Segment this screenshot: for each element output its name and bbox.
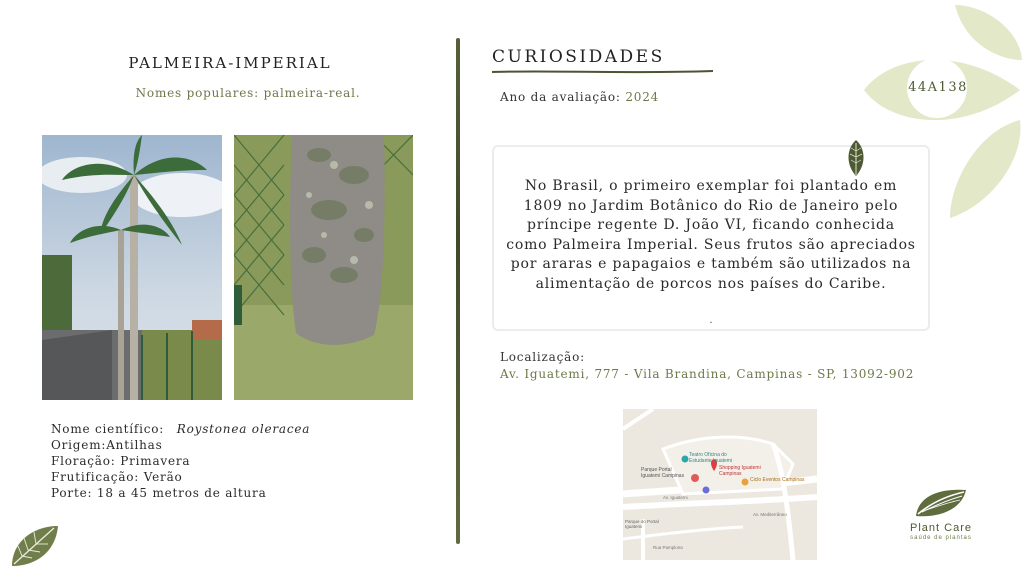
map-label-park: Parque Portal Iguatemi Campinas — [641, 467, 685, 479]
map-label-shopping: Shopping Iguatemi Campinas — [719, 465, 761, 477]
size: Porte: 18 a 45 metros de altura — [51, 486, 267, 500]
curiosity-card — [492, 145, 930, 331]
leaf-icon-bottom-left — [8, 522, 60, 570]
location-map[interactable] — [623, 409, 817, 560]
plant-code: 44A138 — [908, 80, 968, 95]
brand-tagline: saúde de plantas — [910, 535, 972, 541]
column-divider — [456, 38, 460, 544]
heading-underline — [490, 68, 715, 76]
photo-palm-trees — [42, 135, 222, 400]
year-label: Ano da avaliação: — [500, 90, 621, 104]
plant-title: PALMEIRA-IMPERIAL — [128, 54, 332, 72]
brand-name: Plant Care — [910, 522, 972, 534]
map-label-av-mediterraneo: Av. Mediterrâneo — [753, 512, 787, 517]
fruiting: Frutificação: Verão — [51, 470, 183, 484]
year-value: 2024 — [625, 90, 660, 104]
map-label-ciclo: Ciclo Eventos Campinas — [750, 477, 805, 483]
scientific-name-line — [51, 421, 411, 437]
location-value: Av. Iguatemi, 777 - Vila Brandina, Campinas - SP, 13092-902 — [500, 367, 915, 381]
scientific-name: Roystonea oleracea — [176, 422, 311, 436]
map-label-av-iguatemi: Av. Iguatemi — [663, 495, 688, 500]
leaf-icon-card — [845, 139, 867, 177]
plant-info — [51, 421, 411, 501]
map-label-theater: Teatro Oficina do Estudante Iguatemi — [689, 452, 733, 464]
scientific-label: Nome científico: — [51, 422, 165, 436]
curiosities-heading: CURIOSIDADES — [492, 47, 665, 67]
curiosity-tail: . — [709, 315, 713, 326]
origin: Origem:Antilhas — [51, 438, 163, 452]
map-label-rua: Rua Pamplona — [653, 545, 683, 550]
flowering: Floração: Primavera — [51, 454, 191, 468]
map-label-park-portal: Parque do Portal Iguatemi — [625, 519, 659, 529]
plant-care-logo-icon — [912, 486, 970, 520]
curiosity-text: No Brasil, o primeiro exemplar foi plantado em 1809 no Jardim Botânico do Rio de Janeiro pelo príncipe regente D. João VI, ficando conhecida como Palmeira Imperial. Seus frutos são apreciados por araras e papagaios e também são utilizados na alimentação de porcos nos países do Caribe. — [506, 178, 916, 292]
evaluation-year — [500, 90, 659, 104]
photo-trunk — [234, 135, 413, 400]
location-label: Localização: — [500, 350, 585, 364]
popular-names: Nomes populares: palmeira-real. — [135, 86, 361, 100]
